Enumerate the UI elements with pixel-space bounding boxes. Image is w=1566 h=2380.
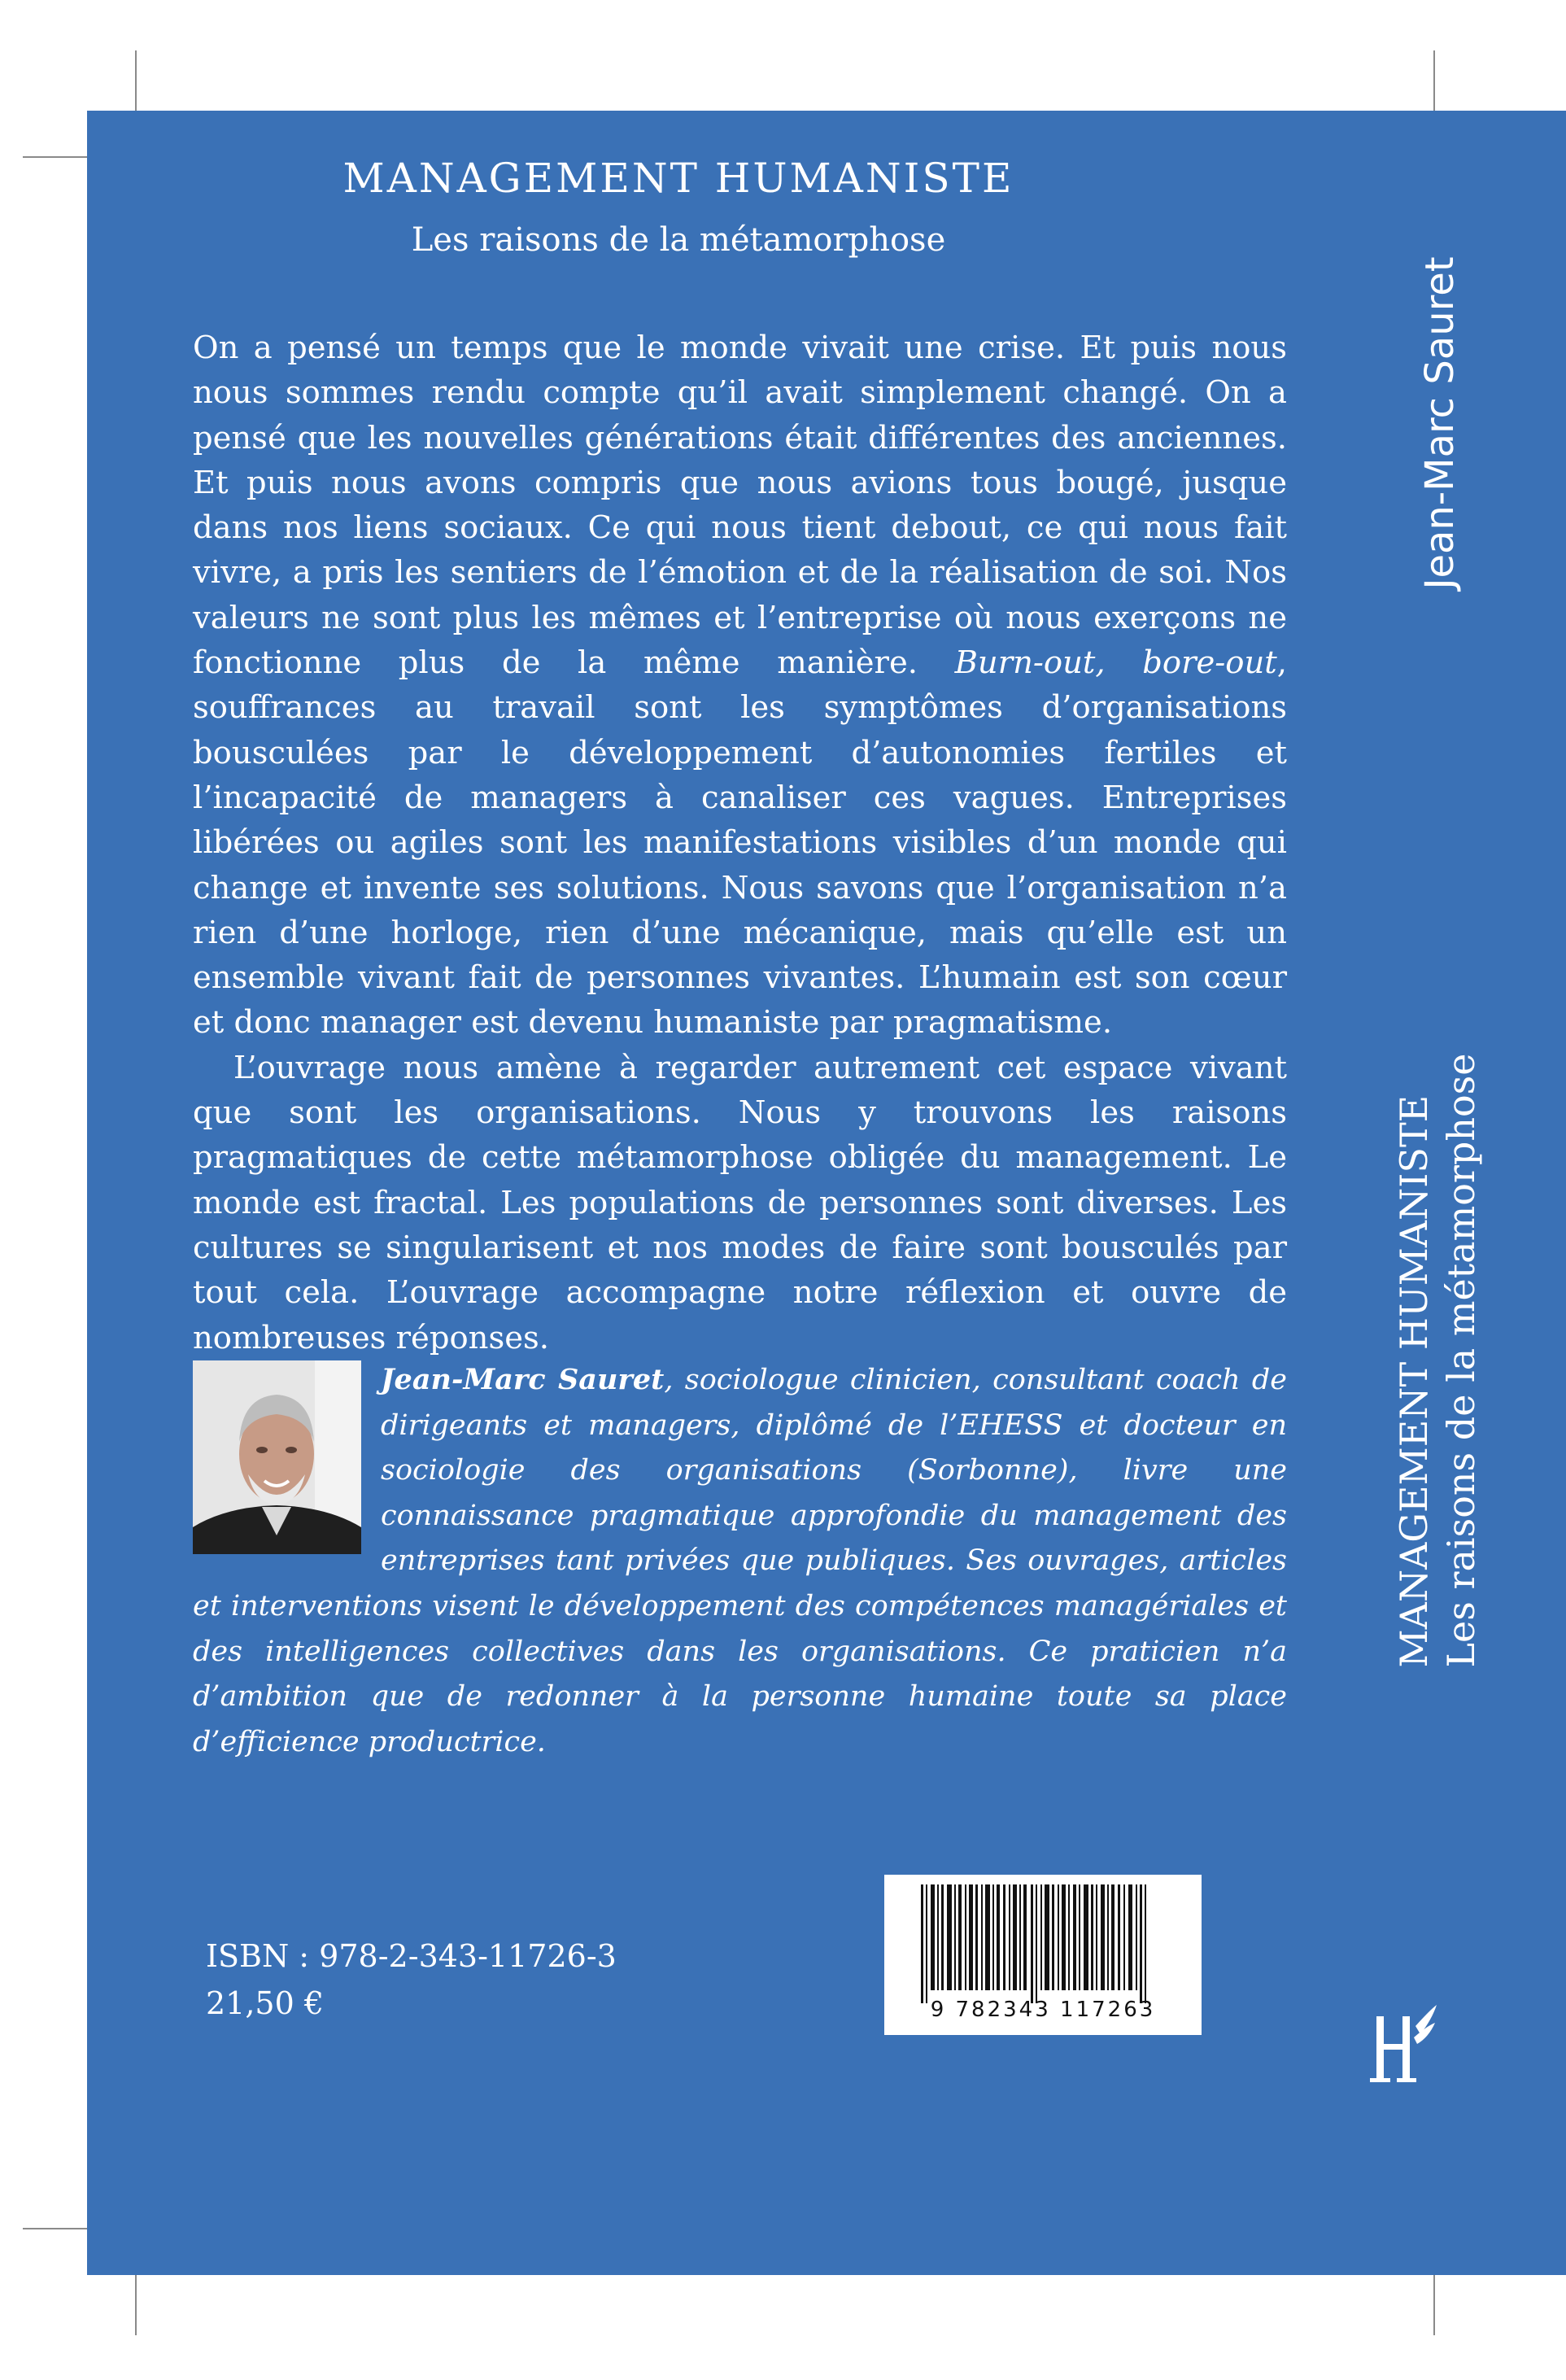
crop-mark-top-left-h xyxy=(23,156,96,158)
author-bio xyxy=(193,1357,1287,1765)
spine-title: MANAGEMENT HUMANISTE xyxy=(1392,1094,1436,1668)
italic-phrase: Burn-out, bore-out xyxy=(954,644,1277,682)
crop-mark-bottom-left-h xyxy=(23,2228,96,2229)
price: 21,50 € xyxy=(206,1985,325,2021)
author-portrait-icon xyxy=(193,1360,361,1554)
isbn-price-block xyxy=(206,1932,617,2027)
crop-mark-top-right-v xyxy=(1433,50,1435,111)
book-description xyxy=(193,325,1287,1360)
crop-mark-top-left-v xyxy=(135,50,137,116)
author-photo xyxy=(193,1360,361,1554)
publisher-logo-icon xyxy=(1367,2002,1440,2091)
description-paragraph-1: On a pensé un temps que le monde vivait une crise. Et puis nous nous sommes rendu compte qu’il avait simplement changé. On a pensé que les nouvelles générations était différentes des anciennes. Et puis nous avons compris que nous avions tous bougé, jusque dans nos liens sociaux. Ce qui nous tient debout, ce qui nous fait vivre, a pris les sentiers de l’émotion et de la réalisation de soi. Nos valeurs ne sont plus les mêmes et l’entreprise où nous exerçons ne fonctionne plus de la même manière. Burn-out, bore-out, souffrances au travail sont les symptômes d’organisations bousculées par le développement d’autonomies fertiles et l’incapacité de managers à canaliser ces vagues. Entreprises libérées ou agiles sont les manifestations visibles d’un monde qui change et invente ses solutions. Nous savons que l’organisation n’a rien d’une horloge, rien d’une mécanique, mais qu’elle est un ensemble vivant fait de personnes vivantes. L’humain est son cœur et donc manager est devenu humaniste par pragmatisme. xyxy=(193,330,1287,1042)
author-bio-text: , sociologue clinicien, consultant coach de dirigeants et managers, diplômé de l’EHESS et docteur en sociologie des organisations (Sorbonne), livre une connaissance pragmatique approfondie du management des entreprises tant privées que publiques. Ses ouvrages, articles et interventions visent le développement des compétences managériales et des intelligences collectives dans les organisations. Ce praticien n’a d’ambition que de redonner à la personne humaine toute sa place d’efficience productrice. xyxy=(193,1364,1287,1758)
barcode-icon xyxy=(884,1881,1202,2003)
barcode-digits: 9 782343 117263 xyxy=(930,1998,1156,2022)
isbn: ISBN : 978-2-343-11726-3 xyxy=(206,1938,617,1974)
book-title: MANAGEMENT HUMANISTE xyxy=(342,155,1014,202)
barcode xyxy=(884,1875,1202,2035)
book-subtitle: Les raisons de la métamorphose xyxy=(411,221,946,259)
description-paragraph-2: L’ouvrage nous amène à regarder autrement cet espace vivant que sont les organisations. Nous y trouvons les raisons pragmatiques de cette métamorphose obligée du management. Le monde est fractal. Les populations de personnes sont diverses. Les cultures se singularisent et nos modes de faire sont bousculés par tout cela. L’ouvrage accompagne notre réflexion et ouvre de nombreuses réponses. xyxy=(193,1049,1287,1356)
spine-title-block xyxy=(1390,1054,1485,1668)
cover-header xyxy=(220,151,1137,262)
spine-author: Jean-Marc Sauret xyxy=(1417,256,1463,590)
spine-subtitle: Les raisons de la métamorphose xyxy=(1439,1053,1483,1668)
author-bio-name: Jean-Marc Sauret xyxy=(381,1363,665,1396)
